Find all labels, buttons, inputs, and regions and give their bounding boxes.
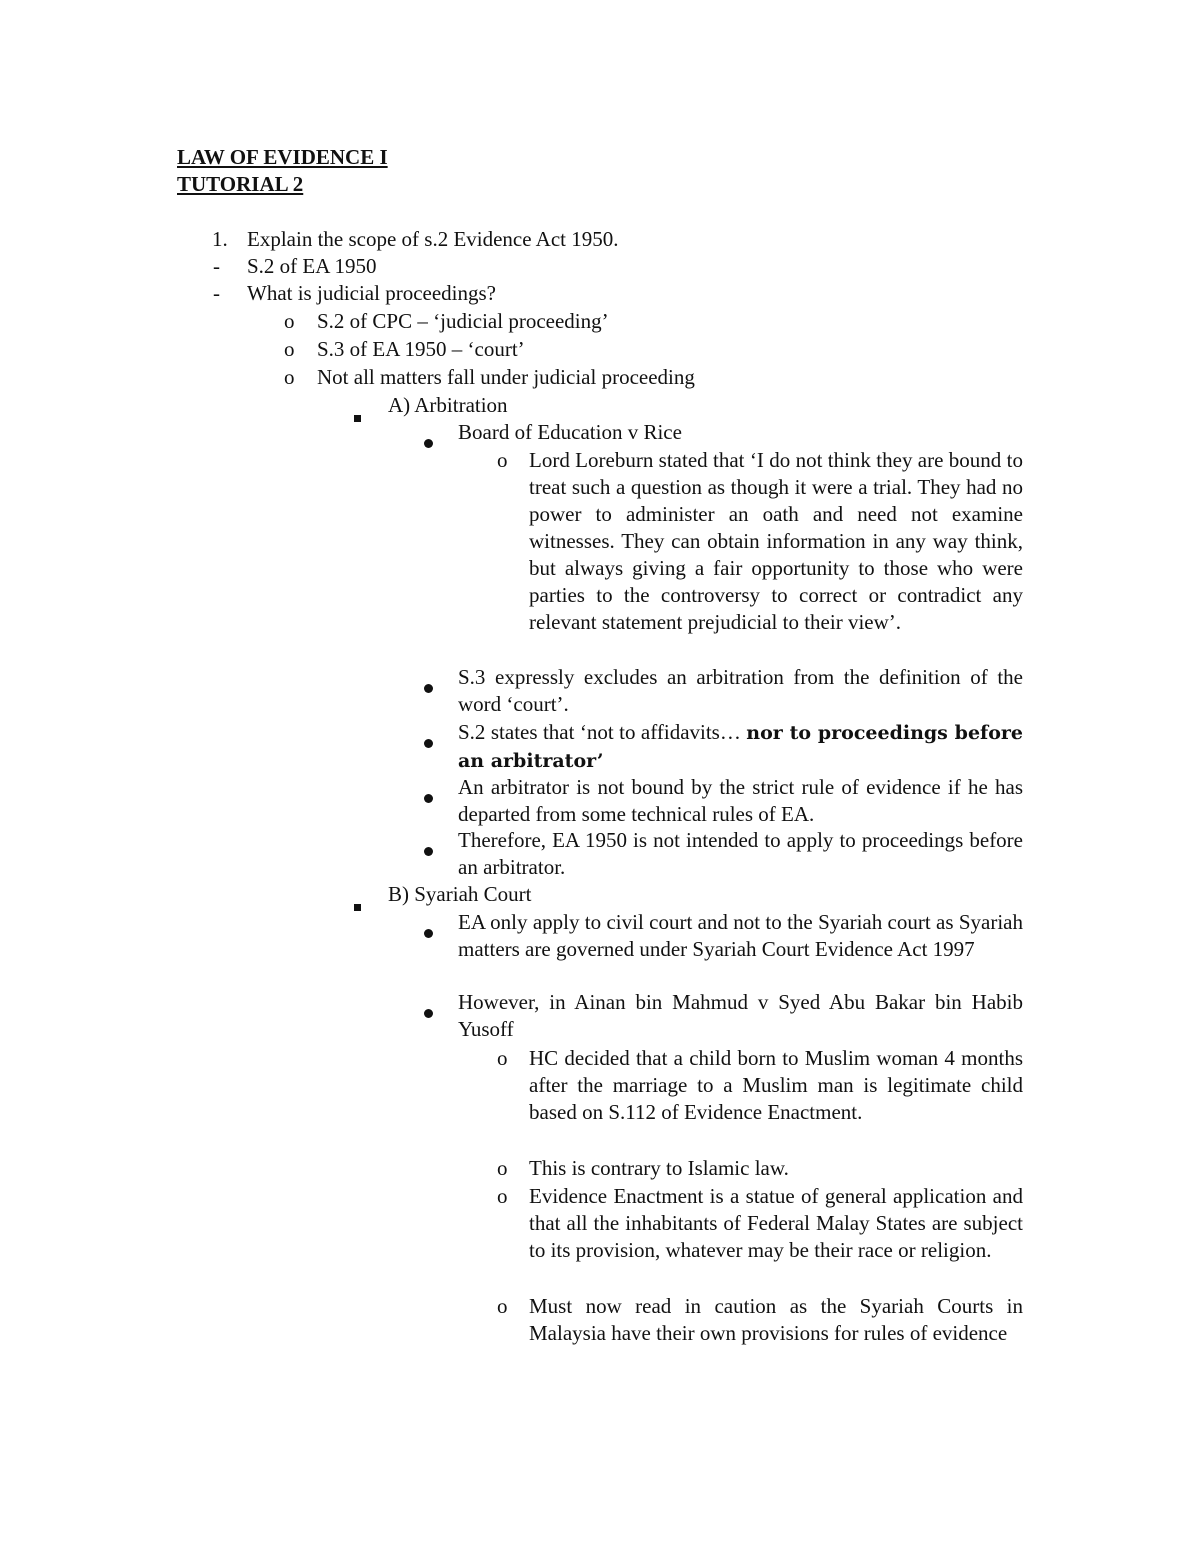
circle-bullet: o xyxy=(497,1046,508,1070)
square-bullet-icon xyxy=(354,891,361,918)
list-item-text: An arbitrator is not bound by the strict rule of evidence if he has departed from some technical rules of EA. xyxy=(458,775,1023,826)
round-bullet-icon xyxy=(424,428,433,455)
round-bullet-icon xyxy=(424,998,433,1025)
circle-bullet: o xyxy=(284,337,295,361)
dash-marker: - xyxy=(213,254,220,278)
question-text: Explain the scope of s.2 Evidence Act 1950. xyxy=(247,227,619,251)
list-item-text: What is judicial proceedings? xyxy=(247,281,496,305)
list-item-text: S.2 of CPC – ‘judicial proceeding’ xyxy=(317,309,609,333)
list-item-text: HC decided that a child born to Muslim woman 4 months after the marriage to a Muslim man is legitimate child based on S.112 of Evidence Enactment. xyxy=(529,1046,1023,1124)
list-item-text: S.2 of EA 1950 xyxy=(247,254,377,278)
list-item-text: Therefore, EA 1950 is not intended to apply to proceedings before an arbitrator. xyxy=(458,828,1023,879)
circle-bullet: o xyxy=(284,309,295,333)
list-number: 1. xyxy=(212,227,228,251)
list-item-text: Must now read in caution as the Syariah Courts in Malaysia have their own provisions for rules of evidence xyxy=(529,1294,1023,1345)
list-item-text: S.3 of EA 1950 – ‘court’ xyxy=(317,337,525,361)
case-name: Board of Education v Rice xyxy=(458,420,682,444)
document-title: LAW OF EVIDENCE I xyxy=(177,145,388,169)
circle-bullet: o xyxy=(497,448,508,472)
list-item-text: However, in Ainan bin Mahmud v Syed Abu Bakar bin Habib Yusoff xyxy=(458,990,1023,1041)
round-bullet-icon xyxy=(424,836,433,863)
circle-bullet: o xyxy=(497,1294,508,1318)
square-bullet-icon xyxy=(354,402,361,429)
section-heading: B) Syariah Court xyxy=(388,882,532,906)
round-bullet-icon xyxy=(424,783,433,810)
circle-bullet: o xyxy=(497,1156,508,1180)
dash-marker: - xyxy=(213,281,220,305)
list-item-text: Not all matters fall under judicial proceeding xyxy=(317,365,695,389)
bold-run: nor to proceedings before an arbitrator’ xyxy=(458,722,1023,772)
circle-bullet: o xyxy=(284,365,295,389)
circle-bullet: o xyxy=(497,1184,508,1208)
round-bullet-icon xyxy=(424,673,433,700)
section-heading: A) Arbitration xyxy=(388,393,508,417)
list-item-text: Evidence Enactment is a statue of general application and that all the inhabitants of Federal Malay States are subject to its provision, whatever may be their race or religion. xyxy=(529,1184,1023,1262)
document-subtitle: TUTORIAL 2 xyxy=(177,172,304,196)
round-bullet-icon xyxy=(424,728,433,755)
quote-paragraph: Lord Loreburn stated that ‘I do not think they are bound to treat such a question as though it were a trial. They had no power to administer an oath and need not examine witnesses. They can obtain information in any way think, but always giving a fair opportunity to those who were parties to the controversy to correct or contradict any relevant statement prejudicial to their view’. xyxy=(529,448,1023,634)
list-item-text xyxy=(458,719,1023,775)
round-bullet-icon xyxy=(424,918,433,945)
list-item-text: S.3 expressly excludes an arbitration from the definition of the word ‘court’. xyxy=(458,665,1023,716)
list-item-text: EA only apply to civil court and not to the Syariah court as Syariah matters are governed under Syariah Court Evidence Act 1997 xyxy=(458,910,1023,961)
plain-run: S.2 states that ‘not to affidavits… xyxy=(458,720,747,744)
list-item-text: This is contrary to Islamic law. xyxy=(529,1156,789,1180)
